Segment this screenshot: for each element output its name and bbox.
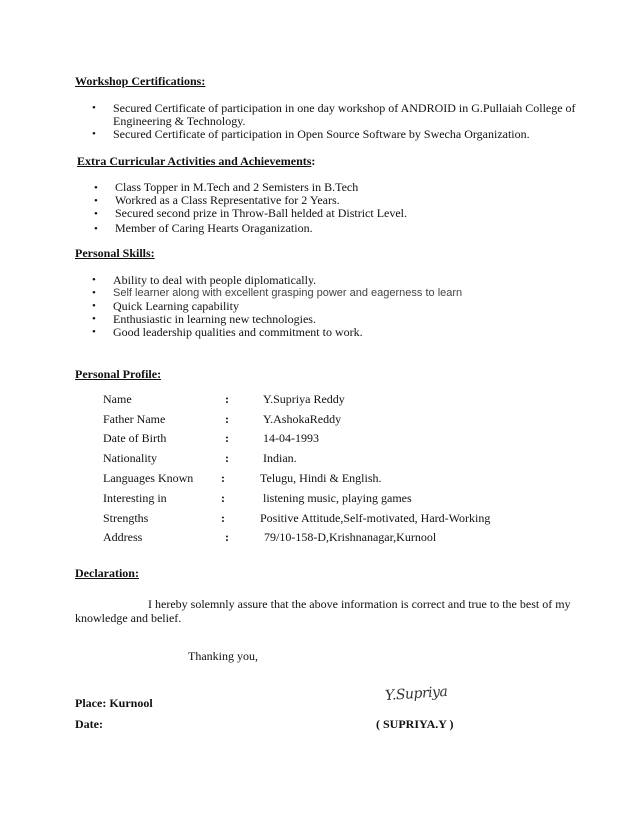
bullet-icon: • <box>92 287 96 299</box>
declaration-text: I hereby solemnly assure that the above information is correct and true to the best of my <box>148 597 571 611</box>
place-label: Place: Kurnool <box>75 696 153 710</box>
profile-value: Y.AshokaReddy <box>263 412 342 426</box>
extra-item: Secured second prize in Throw-Ball helded at District Level. <box>115 206 408 220</box>
extra-heading-colon: : <box>311 154 316 168</box>
thanks-text: Thanking you, <box>188 649 258 663</box>
signature: Y.Supriya <box>384 683 448 705</box>
bullet-icon: • <box>94 223 98 235</box>
profile-label: Address <box>103 530 143 544</box>
profile-value: Y.Supriya Reddy <box>263 392 345 406</box>
profile-label: Father Name <box>103 412 166 426</box>
workshop-heading: Workshop Certifications: <box>75 74 206 88</box>
profile-heading: Personal Profile: <box>75 367 162 381</box>
skills-item: Enthusiastic in learning new technologies. <box>113 312 316 326</box>
bullet-icon: • <box>92 326 96 338</box>
bullet-icon: • <box>94 195 98 207</box>
bullet-icon: • <box>92 102 96 114</box>
profile-sep: : <box>225 451 229 465</box>
bullet-icon: • <box>92 274 96 286</box>
profile-sep: : <box>221 511 225 525</box>
workshop-item-1: Secured Certificate of participation in one day workshop of ANDROID in G.Pullaiah College of <box>113 101 576 115</box>
profile-value: Telugu, Hindi & English. <box>260 471 382 485</box>
profile-label: Strengths <box>103 511 149 525</box>
profile-sep: : <box>221 471 225 485</box>
profile-value: listening music, playing games <box>263 491 412 505</box>
skills-item: Ability to deal with people diplomatically. <box>113 273 317 287</box>
bullet-icon: • <box>94 182 98 194</box>
extra-item: Class Topper in M.Tech and 2 Semisters in B.Tech <box>115 180 359 194</box>
bullet-icon: • <box>92 300 96 312</box>
extra-heading-wrap <box>77 154 315 169</box>
profile-sep: : <box>225 412 229 426</box>
declaration-text-cont: knowledge and belief. <box>75 611 182 625</box>
profile-label: Name <box>103 392 132 406</box>
signatory-name: ( SUPRIYA.Y ) <box>376 717 454 731</box>
profile-value: 14-04-1993 <box>263 431 319 445</box>
profile-label: Date of Birth <box>103 431 167 445</box>
profile-value: 79/10-158-D,Krishnanagar,Kurnool <box>264 530 437 544</box>
skills-item: Good leadership qualities and commitment to work. <box>113 325 363 339</box>
extra-heading: Extra Curricular Activities and Achievements <box>77 154 312 168</box>
skills-item: Self learner along with excellent grasping power and eagerness to learn <box>113 287 463 299</box>
profile-label: Languages Known <box>103 471 194 485</box>
profile-value: Positive Attitude,Self-motivated, Hard-Working <box>260 511 491 525</box>
skills-item: Quick Learning capability <box>113 299 239 313</box>
declaration-heading: Declaration: <box>75 566 139 580</box>
profile-sep: : <box>225 530 229 544</box>
profile-value: Indian. <box>263 451 297 465</box>
profile-sep: : <box>225 431 229 445</box>
date-label: Date: <box>75 717 103 731</box>
workshop-item-1-cont: Engineering & Technology. <box>113 114 246 128</box>
extra-item: Workred as a Class Representative for 2 Years. <box>115 193 340 207</box>
bullet-icon: • <box>92 313 96 325</box>
extra-item: Member of Caring Hearts Oraganization. <box>115 221 313 235</box>
profile-sep: : <box>225 392 229 406</box>
bullet-icon: • <box>92 128 96 140</box>
profile-label: Interesting in <box>103 491 167 505</box>
skills-heading: Personal Skills: <box>75 246 155 260</box>
profile-label: Nationality <box>103 451 157 465</box>
bullet-icon: • <box>94 208 98 220</box>
profile-sep: : <box>221 491 225 505</box>
workshop-item-2: Secured Certificate of participation in Open Source Software by Swecha Organization. <box>113 127 530 141</box>
